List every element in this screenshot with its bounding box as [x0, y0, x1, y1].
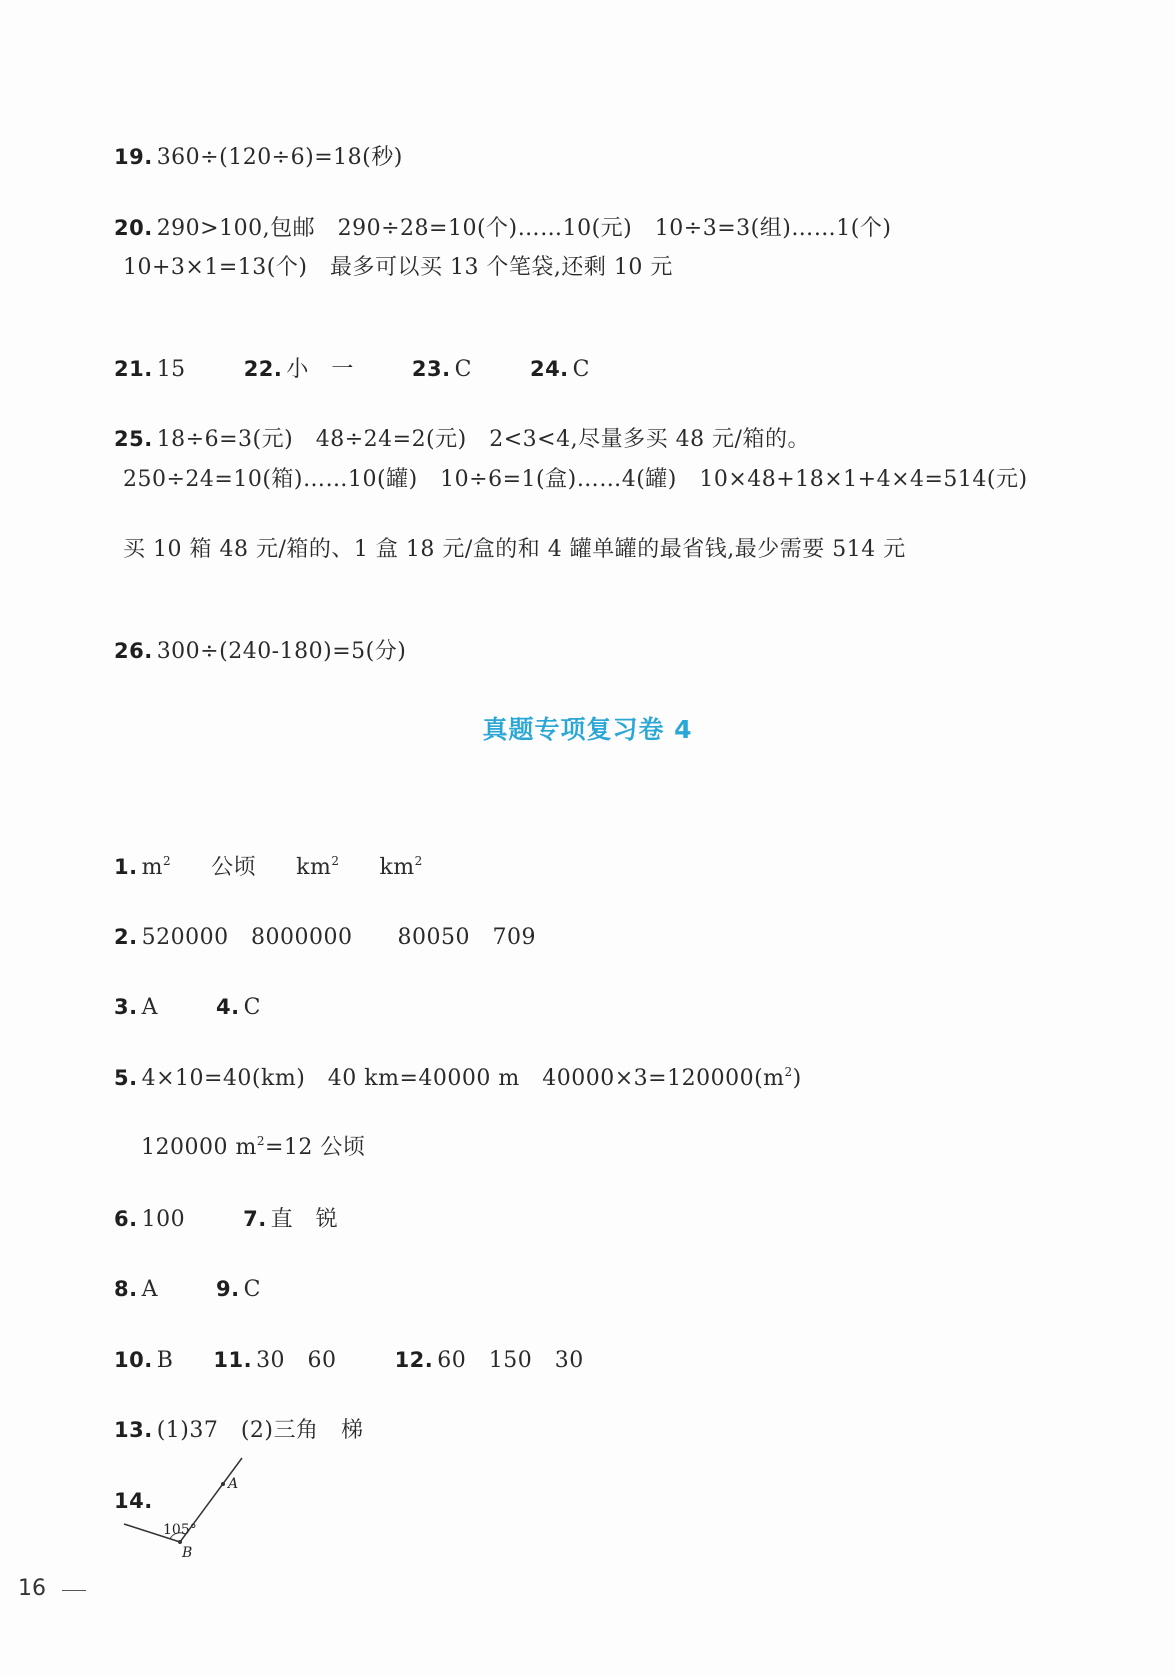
answer-text: A — [141, 995, 158, 1020]
answer-text: 300÷(240-180)=5(分) — [156, 639, 407, 664]
s4-answer-5: 5. 4×10=40(km) 40 km=40000 m $40000\times 3=120000(m^2)$ — [113, 1065, 802, 1091]
unit-m2: $m^2$ — [141, 854, 172, 880]
answer-text: 360÷(120÷6)=18(秒) — [156, 145, 403, 170]
answer-text: C — [572, 357, 590, 382]
question-number: 12. — [394, 1348, 434, 1372]
answer-text: 60 150 30 — [437, 1348, 584, 1373]
question-number: 21. — [113, 357, 153, 381]
answer-text: 18÷6=3(元) 48÷24=2(元) 2<3<4,尽量多买 48 元/箱的。 — [156, 427, 810, 452]
answer-text: 直 锐 — [270, 1207, 339, 1232]
answer-text: B — [156, 1348, 174, 1373]
answer-text: 290>100,包邮 290÷28=10(个)……10(元) 10÷3=3(组)……1(个) — [156, 216, 892, 241]
answer-text: 520000 8000000 80050 709 — [141, 925, 537, 950]
question-number: 26. — [113, 639, 153, 663]
answer-text: C — [454, 357, 472, 382]
answer-text: 4×10=40(km) 40 km=40000 m 40000×3=120000(m — [141, 1066, 785, 1091]
unit-hectare: 公顷 — [211, 855, 257, 880]
s4-answer-5-line2: 120000 $m^2=12$ 公顷 — [140, 1134, 366, 1160]
question-number: 3. — [113, 995, 138, 1019]
answer-text: 30 60 — [256, 1348, 337, 1373]
unit-km2: $km^2$ — [296, 854, 340, 880]
point-a-dot — [221, 1482, 225, 1486]
answer-text: 15 — [156, 357, 186, 382]
answer-text: 小 一 — [286, 357, 354, 382]
answer-text: A — [141, 1277, 158, 1302]
answer-text: (1)37 (2)三角 梯 — [156, 1418, 364, 1443]
question-number: 10. — [113, 1348, 153, 1372]
label-point-b: B — [182, 1545, 193, 1561]
question-number: 6. — [113, 1207, 138, 1231]
label-point-a: A — [228, 1476, 239, 1492]
question-number: 22. — [243, 357, 283, 381]
angle-diagram-svg — [118, 1454, 258, 1564]
question-number: 2. — [113, 925, 138, 949]
label-angle-value: 105° — [163, 1522, 197, 1538]
question-number: 1. — [113, 855, 138, 879]
answer-text: C — [243, 995, 261, 1020]
page-number-dash — [62, 1590, 86, 1591]
question-number: 9. — [215, 1277, 240, 1301]
answer-text: 100 — [141, 1207, 186, 1232]
question-number: 5. — [113, 1066, 138, 1090]
question-number: 24. — [529, 357, 569, 381]
angle-diagram — [118, 1454, 258, 1568]
section-title: 真题专项复习卷 4 — [482, 715, 693, 744]
answer-20-line2: 10+3×1=13(个) 最多可以买 13 个笔袋,还剩 10 元 — [123, 255, 673, 280]
point-b-dot — [178, 1540, 182, 1544]
question-number: 23. — [411, 357, 451, 381]
question-number: 7. — [243, 1207, 267, 1231]
answer-25-line2: 250÷24=10(箱)……10(罐) 10÷6=1(盒)……4(罐) 10×48+18×1+4×4=514(元) — [123, 467, 1028, 492]
question-number: 8. — [113, 1277, 138, 1301]
question-number: 14. — [113, 1489, 153, 1513]
page-number: 16 — [18, 1576, 46, 1601]
question-number: 19. — [113, 145, 153, 169]
answer-25-line3: 买 10 箱 48 元/箱的、1 盒 18 元/盒的和 4 罐单罐的最省钱,最少需要 514 元 — [123, 537, 906, 562]
unit-km2: $km^2$ — [379, 854, 423, 880]
answer-text: C — [243, 1277, 261, 1302]
question-number: 20. — [113, 216, 153, 240]
question-number: 4. — [215, 995, 240, 1019]
question-number: 13. — [113, 1418, 153, 1442]
answer-26 — [84, 606, 406, 697]
question-number: 11. — [213, 1348, 253, 1372]
question-number: 25. — [113, 427, 153, 451]
